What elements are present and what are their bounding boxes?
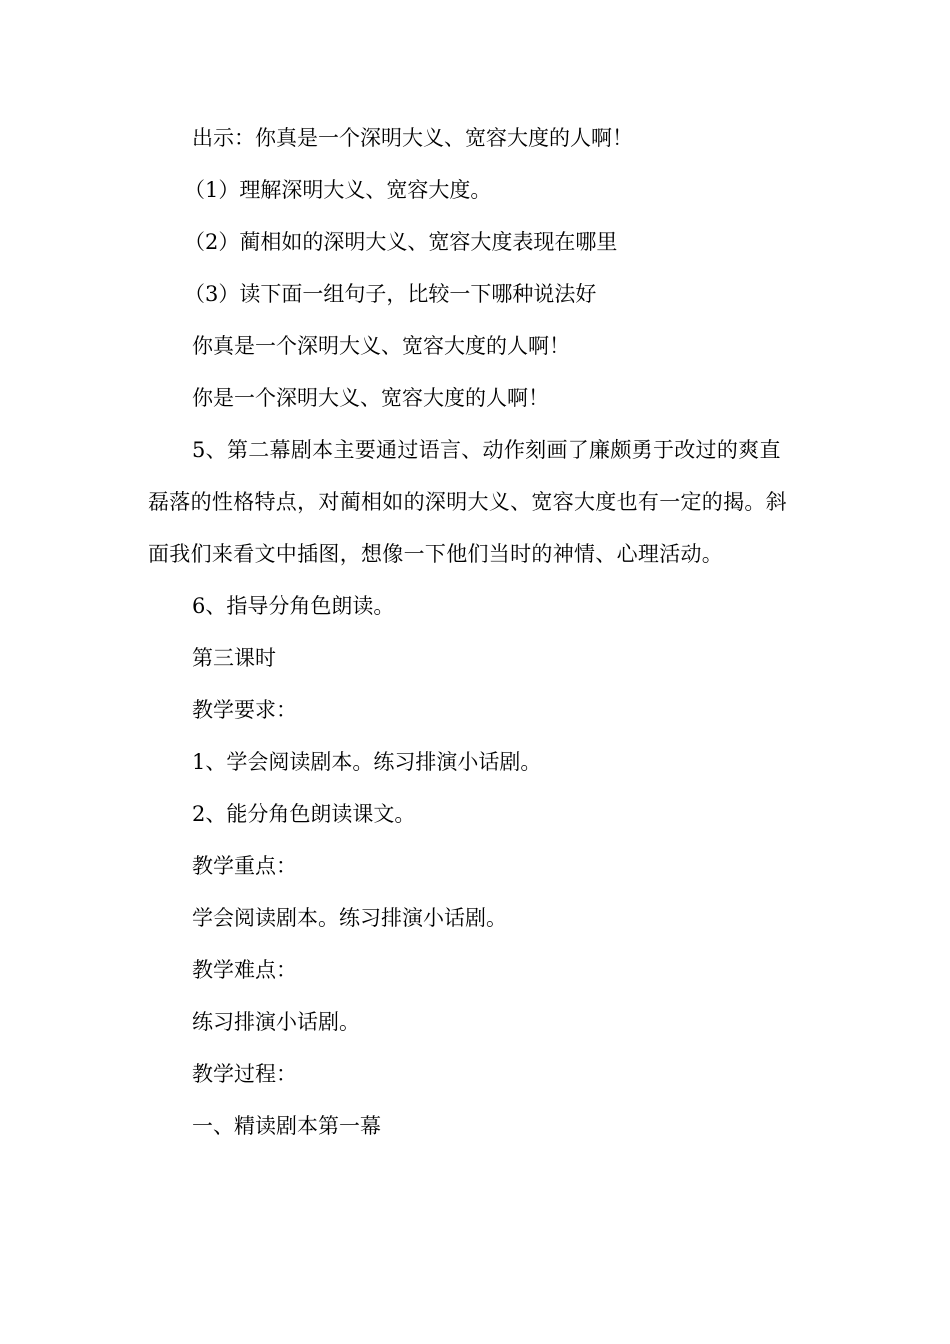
section-heading: 第三课时 [192, 646, 276, 670]
text-line: 出示：你真是一个深明大义、宽容大度的人啊！ [192, 126, 633, 150]
text-line: 教学难点： [192, 958, 297, 982]
text-line: 你真是一个深明大义、宽容大度的人啊！ [192, 334, 570, 358]
text-line: 练习排演小话剧。 [192, 1010, 360, 1034]
text-line: 6、指导分角色朗读。 [192, 594, 395, 618]
text-line: 学会阅读剧本。练习排演小话剧。 [192, 906, 507, 930]
text-line: （3）读下面一组句子，比较一下哪种说法好 [184, 282, 597, 306]
text-line: （2）蔺相如的深明大义、宽容大度表现在哪里 [184, 230, 618, 254]
text-line: 教学重点： [192, 854, 297, 878]
text-line: 2、能分角色朗读课文。 [192, 802, 416, 826]
text-line: （1）理解深明大义、宽容大度。 [184, 178, 492, 202]
text-line: 教学要求： [192, 698, 297, 722]
text-line: 一、精读剧本第一幕 [192, 1114, 381, 1138]
paragraph: 5、第二幕剧本主要通过语言、动作刻画了廉颇勇于改过的爽直磊落的性格特点，对蔺相如的深明大义、宽容大度也有一定的揭。斜面我们来看文中插图，想像一下他们当时的神情、心理活动。 [148, 438, 787, 566]
text-line: 1、学会阅读剧本。练习排演小话剧。 [192, 750, 542, 774]
text-line: 教学过程： [192, 1062, 297, 1086]
text-line: 你是一个深明大义、宽容大度的人啊！ [192, 386, 549, 410]
document-body [148, 112, 798, 1152]
